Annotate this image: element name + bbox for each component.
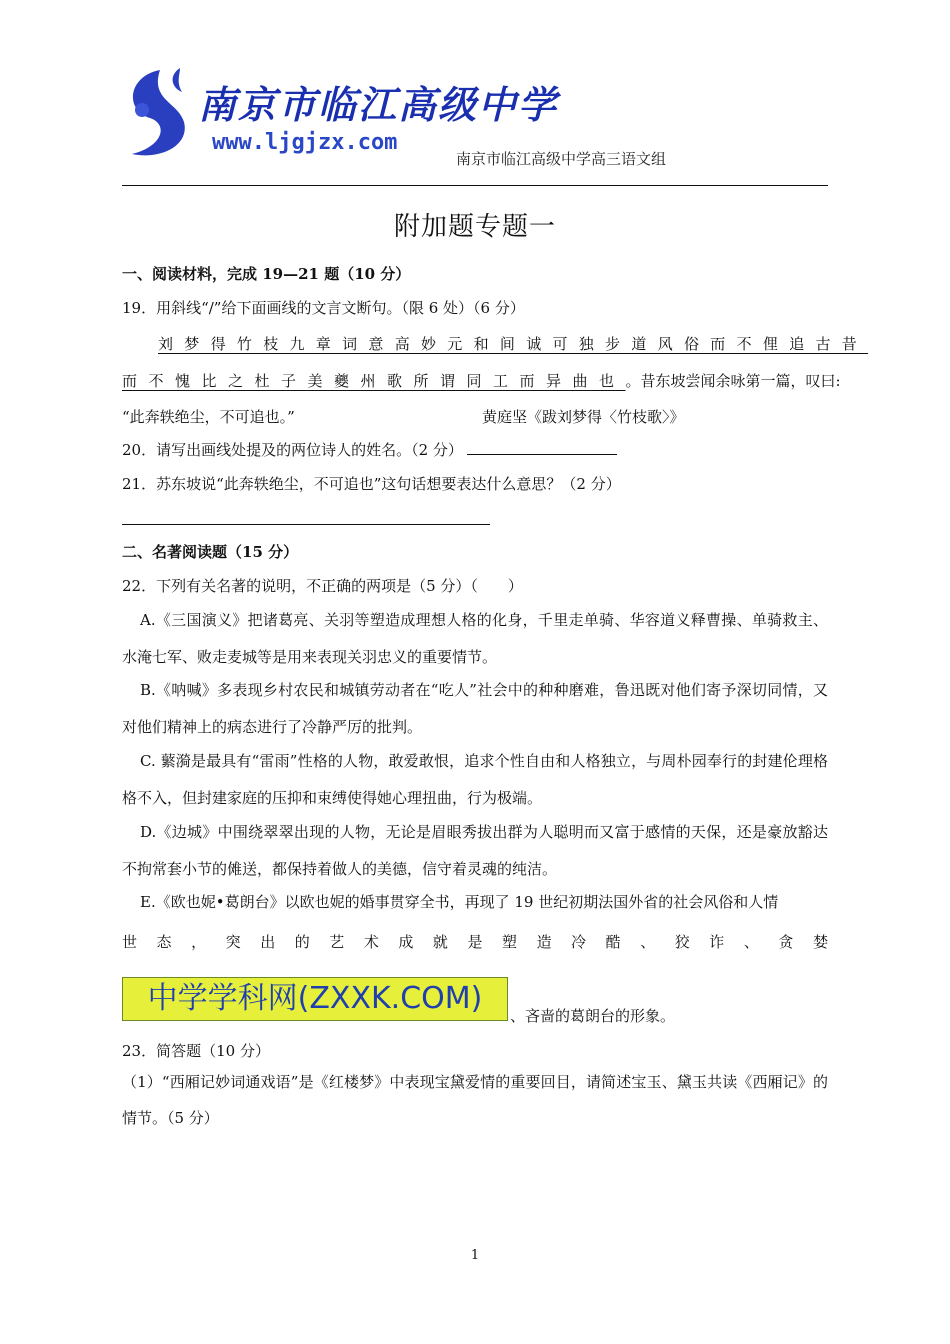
page-title: 附加题专题一 <box>393 212 556 242</box>
q19-source: 黄庭坚《跋刘梦得〈竹枝歌〉》 <box>482 408 685 426</box>
option-b-text: B.《呐喊》多表现乡村农民和城镇劳动者在“吃人”社会中的种种磨难，鲁迅既对他们寄予深切同情，又对他们精神上的病态进行了冷静严厉的批判。 <box>122 681 828 736</box>
logo-website-url: www.ljgjzx.com <box>212 130 398 155</box>
option-c-text: C. 蘩漪是最具有“雷雨”性格的人物，敢爱敢恨，追求个性自由和人格独立，与周朴园奉行的封建伦理格格不入，但封建家庭的压抑和束缚使得她心理扭曲，行为极端。 <box>122 752 828 807</box>
option-e-char: 是 <box>467 933 483 951</box>
school-logo <box>120 66 559 162</box>
option-e-char: 世 <box>122 933 138 951</box>
option-e-line1 <box>122 884 828 921</box>
option-e-char: 酷 <box>605 933 621 951</box>
question-20-text: 20．请写出画线处提及的两位诗人的姓名。（2 分） <box>122 441 463 459</box>
option-e-char: 态 <box>156 933 172 951</box>
question-19: 19．用斜线“/”给下面画线的文言文断句。（限 6 处）（6 分） <box>122 299 525 317</box>
option-e-tail: 、吝啬的葛朗台的形象。 <box>510 1007 676 1025</box>
option-e-char: 贪 <box>778 933 794 951</box>
option-e-char: ， <box>191 933 207 951</box>
option-e-char: 狡 <box>674 933 690 951</box>
option-e-char: 塑 <box>502 933 518 951</box>
section1-heading: 一、阅读材料，完成 19—21 题（10 分） <box>122 265 411 283</box>
option-e-line2 <box>122 932 828 952</box>
option-e-char: 成 <box>398 933 414 951</box>
option-d-text: D.《边城》中围绕翠翠出现的人物，无论是眉眼秀拔出群为人聪明而又富于感情的天保，还是豪放豁达不拘常套小节的傩送，都保持着做人的美德，信守着灵魂的纯洁。 <box>122 823 828 878</box>
logo-school-name: 南京市临江高级中学 <box>198 83 559 127</box>
question-20 <box>122 440 617 460</box>
q19-passage-rest: 。昔东坡尝闻余咏第一篇，叹曰: <box>625 372 841 390</box>
option-e-char: 术 <box>363 933 379 951</box>
option-a <box>122 602 828 676</box>
option-e-char: 、 <box>640 933 656 951</box>
swoosh-logo-icon <box>120 66 200 162</box>
q19-passage-line1 <box>122 334 869 354</box>
option-a-text: A.《三国演义》把诸葛亮、关羽等塑造成理想人格的化身，千里走单骑、华容道义释曹操、单骑救主、水淹七军、败走麦城等是用来表现关羽忠义的重要情节。 <box>122 611 828 666</box>
q19-quote: “此奔轶绝尘，不可追也。” <box>122 408 295 426</box>
option-e-char: 就 <box>432 933 448 951</box>
option-e-char: 诈 <box>709 933 725 951</box>
option-b <box>122 672 828 746</box>
section2-heading: 二、名著阅读题（15 分） <box>122 543 299 561</box>
option-e-char: 造 <box>536 933 552 951</box>
q19-passage-underlined-2: 而不愧比之杜子美夔州歌所谓同工而异曲也 <box>122 372 626 390</box>
page-number: 1 <box>470 1248 480 1263</box>
answer-blank-20[interactable] <box>467 440 617 455</box>
option-e-char: 出 <box>260 933 276 951</box>
option-c <box>122 743 828 817</box>
question-23-1: （1）“西厢记妙词通戏语”是《红楼梦》中表现宝黛爱情的重要回目，请简述宝玉、黛玉共读《西厢记》的情节。（5 分） <box>122 1073 828 1127</box>
option-e-char: 、 <box>743 933 759 951</box>
question-22: 22．下列有关名著的说明，不正确的两项是（5 分）（ ） <box>122 577 523 595</box>
zxxk-watermark-banner: 中学学科网(ZXXK.COM) <box>122 977 508 1021</box>
header-divider <box>122 185 828 186</box>
q19-passage-line2 <box>122 371 841 391</box>
option-e-char: 突 <box>225 933 241 951</box>
question-21: 21．苏东坡说“此奔轶绝尘，不可追也”这句话想要表达什么意思？（2 分） <box>122 475 621 493</box>
option-e-char: 婪 <box>812 933 828 951</box>
question-23: 23．简答题（10 分） <box>122 1042 270 1060</box>
option-e-text-1: E.《欧也妮•葛朗台》以欧也妮的婚事贯穿全书，再现了 19 世纪初期法国外省的社会风俗和人情 <box>140 893 779 911</box>
answer-blank-21[interactable] <box>122 524 490 525</box>
option-e-char: 艺 <box>329 933 345 951</box>
header-department: 南京市临江高级中学高三语文组 <box>456 150 667 168</box>
option-e-char: 冷 <box>571 933 587 951</box>
q19-passage-underlined-1: 刘梦得竹枝九章词意高妙元和间诚可独步道风俗而不俚追古昔 <box>158 335 869 353</box>
option-e-char: 的 <box>294 933 310 951</box>
option-d <box>122 814 828 888</box>
